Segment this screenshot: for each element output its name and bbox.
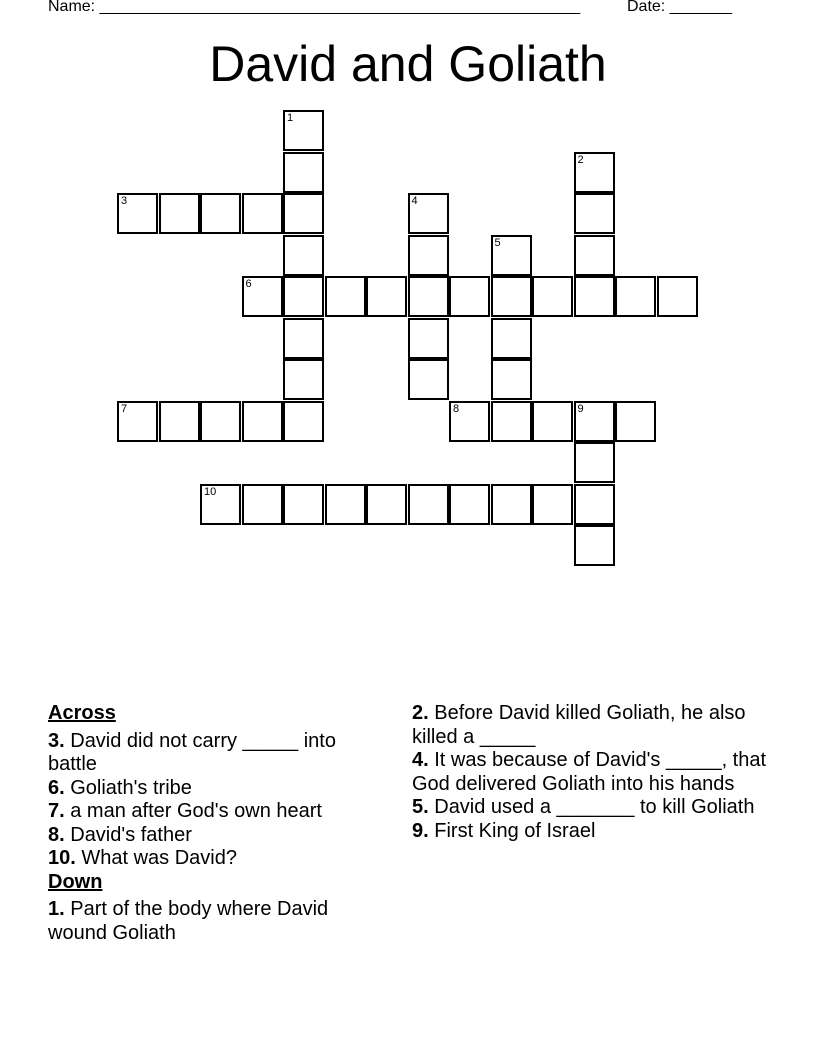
clue-item <box>48 824 388 848</box>
down-clue-list-left <box>48 898 388 945</box>
clue-item-number: 7. <box>48 800 65 822</box>
clue-item <box>48 777 388 801</box>
crossword-cell[interactable] <box>366 484 407 525</box>
clue-item-text: David used a _______ to kill Goliath <box>428 796 755 818</box>
clue-item <box>48 898 388 945</box>
crossword-cell[interactable] <box>283 193 324 234</box>
clue-number: 2 <box>577 153 584 166</box>
clues-left-column <box>48 702 388 945</box>
crossword-cell[interactable] <box>200 193 241 234</box>
crossword-cell[interactable] <box>532 276 573 317</box>
crossword-cell[interactable] <box>366 276 407 317</box>
clue-item-number: 2. <box>412 702 429 724</box>
page-title: David and Goliath <box>209 36 607 92</box>
clue-item <box>48 800 388 824</box>
crossword-cell[interactable] <box>408 318 449 359</box>
crossword-cell[interactable] <box>532 401 573 442</box>
clue-item-text: David's father <box>64 823 192 846</box>
clue-item <box>48 847 388 871</box>
clue-number: 4 <box>411 195 418 207</box>
name-field[interactable]: Name: ______________________________________________________ <box>48 0 581 15</box>
crossword-cell[interactable] <box>283 484 324 525</box>
crossword-cell[interactable] <box>242 484 283 525</box>
clue-item-number: 6. <box>48 776 65 799</box>
crossword-cell[interactable] <box>283 401 324 442</box>
clue-item-number: 9. <box>412 819 429 842</box>
crossword-cell[interactable] <box>449 401 490 442</box>
crossword-cell[interactable] <box>408 276 449 317</box>
clue-item-number: 10. <box>48 847 76 869</box>
crossword-cell[interactable] <box>449 276 490 317</box>
crossword-cell[interactable] <box>532 484 573 525</box>
clue-number: 5 <box>494 236 501 249</box>
clue-item-number: 3. <box>48 729 65 752</box>
crossword-cell[interactable] <box>408 235 449 276</box>
crossword-cell[interactable] <box>283 318 324 359</box>
down-clue-list-right <box>412 702 782 843</box>
crossword-cell[interactable] <box>574 235 615 276</box>
clue-item-number: 5. <box>412 796 429 818</box>
crossword-cell[interactable] <box>491 401 532 442</box>
crossword-cell[interactable] <box>491 318 532 359</box>
down-heading: Down <box>48 870 103 893</box>
date-field[interactable]: Date: _______ <box>627 0 732 15</box>
clue-item-number: 1. <box>48 898 65 920</box>
clue-item-text: It was because of David's _____, that God delivered Goliath into his hands <box>412 749 767 795</box>
clue-number: 9 <box>577 402 584 415</box>
clue-number: 8 <box>453 402 460 415</box>
crossword-cell[interactable] <box>325 484 366 525</box>
crossword-cell[interactable] <box>408 484 449 525</box>
crossword-cell[interactable] <box>325 276 366 317</box>
crossword-cell[interactable] <box>574 484 615 525</box>
crossword-cell[interactable] <box>159 193 200 234</box>
clue-item <box>412 702 782 749</box>
crossword-cell[interactable] <box>657 276 698 317</box>
crossword-cell[interactable] <box>242 401 283 442</box>
crossword-cell[interactable] <box>242 193 283 234</box>
crossword-cell[interactable] <box>491 235 532 276</box>
crossword-cell[interactable] <box>408 193 449 234</box>
crossword-cell[interactable] <box>117 193 158 234</box>
clue-number: 6 <box>245 278 252 290</box>
crossword-cell[interactable] <box>117 401 158 442</box>
clue-item-text: What was David? <box>75 847 237 869</box>
crossword-cell[interactable] <box>449 484 490 525</box>
crossword-cell[interactable] <box>283 235 324 276</box>
clue-item-text: Part of the body where David wound Goliath <box>48 898 329 944</box>
clue-number: 1 <box>287 112 294 124</box>
crossword-cell[interactable] <box>574 193 615 234</box>
crossword-cell[interactable] <box>574 442 615 483</box>
clue-item-text: a man after God's own heart <box>64 800 322 822</box>
clue-item <box>48 730 388 777</box>
clue-number: 10 <box>204 485 217 498</box>
crossword-cell[interactable] <box>159 401 200 442</box>
clue-number: 3 <box>121 195 128 207</box>
crossword-cell[interactable] <box>615 401 656 442</box>
clue-item-number: 4. <box>412 749 429 771</box>
crossword-cell[interactable] <box>491 359 532 400</box>
crossword-cell[interactable] <box>574 525 615 566</box>
crossword-cell[interactable] <box>615 276 656 317</box>
crossword-cell[interactable] <box>242 276 283 317</box>
crossword-cell[interactable] <box>283 276 324 317</box>
clue-item <box>412 749 782 796</box>
crossword-cell[interactable] <box>574 152 615 193</box>
clue-item-text: Before David killed Goliath, he also killed a _____ <box>412 702 746 748</box>
crossword-cell[interactable] <box>200 484 241 525</box>
crossword-cell[interactable] <box>491 276 532 317</box>
clue-item-text: Goliath's tribe <box>64 776 192 799</box>
crossword-cell[interactable] <box>574 276 615 317</box>
across-heading: Across <box>48 702 116 724</box>
crossword-cell[interactable] <box>574 401 615 442</box>
across-clue-list <box>48 730 388 871</box>
crossword-cell[interactable] <box>408 359 449 400</box>
clue-item-text: First King of Israel <box>428 819 596 842</box>
crossword-cell[interactable] <box>283 110 324 151</box>
crossword-cell[interactable] <box>200 401 241 442</box>
crossword-cell[interactable] <box>283 152 324 193</box>
clue-item-text: David did not carry _____ into battle <box>48 729 336 775</box>
clue-item <box>412 796 782 820</box>
crossword-cell[interactable] <box>283 359 324 400</box>
clue-item-number: 8. <box>48 823 65 846</box>
clues-right-column <box>412 702 782 843</box>
clue-item <box>412 820 782 844</box>
crossword-cell[interactable] <box>491 484 532 525</box>
clue-number: 7 <box>121 402 128 415</box>
